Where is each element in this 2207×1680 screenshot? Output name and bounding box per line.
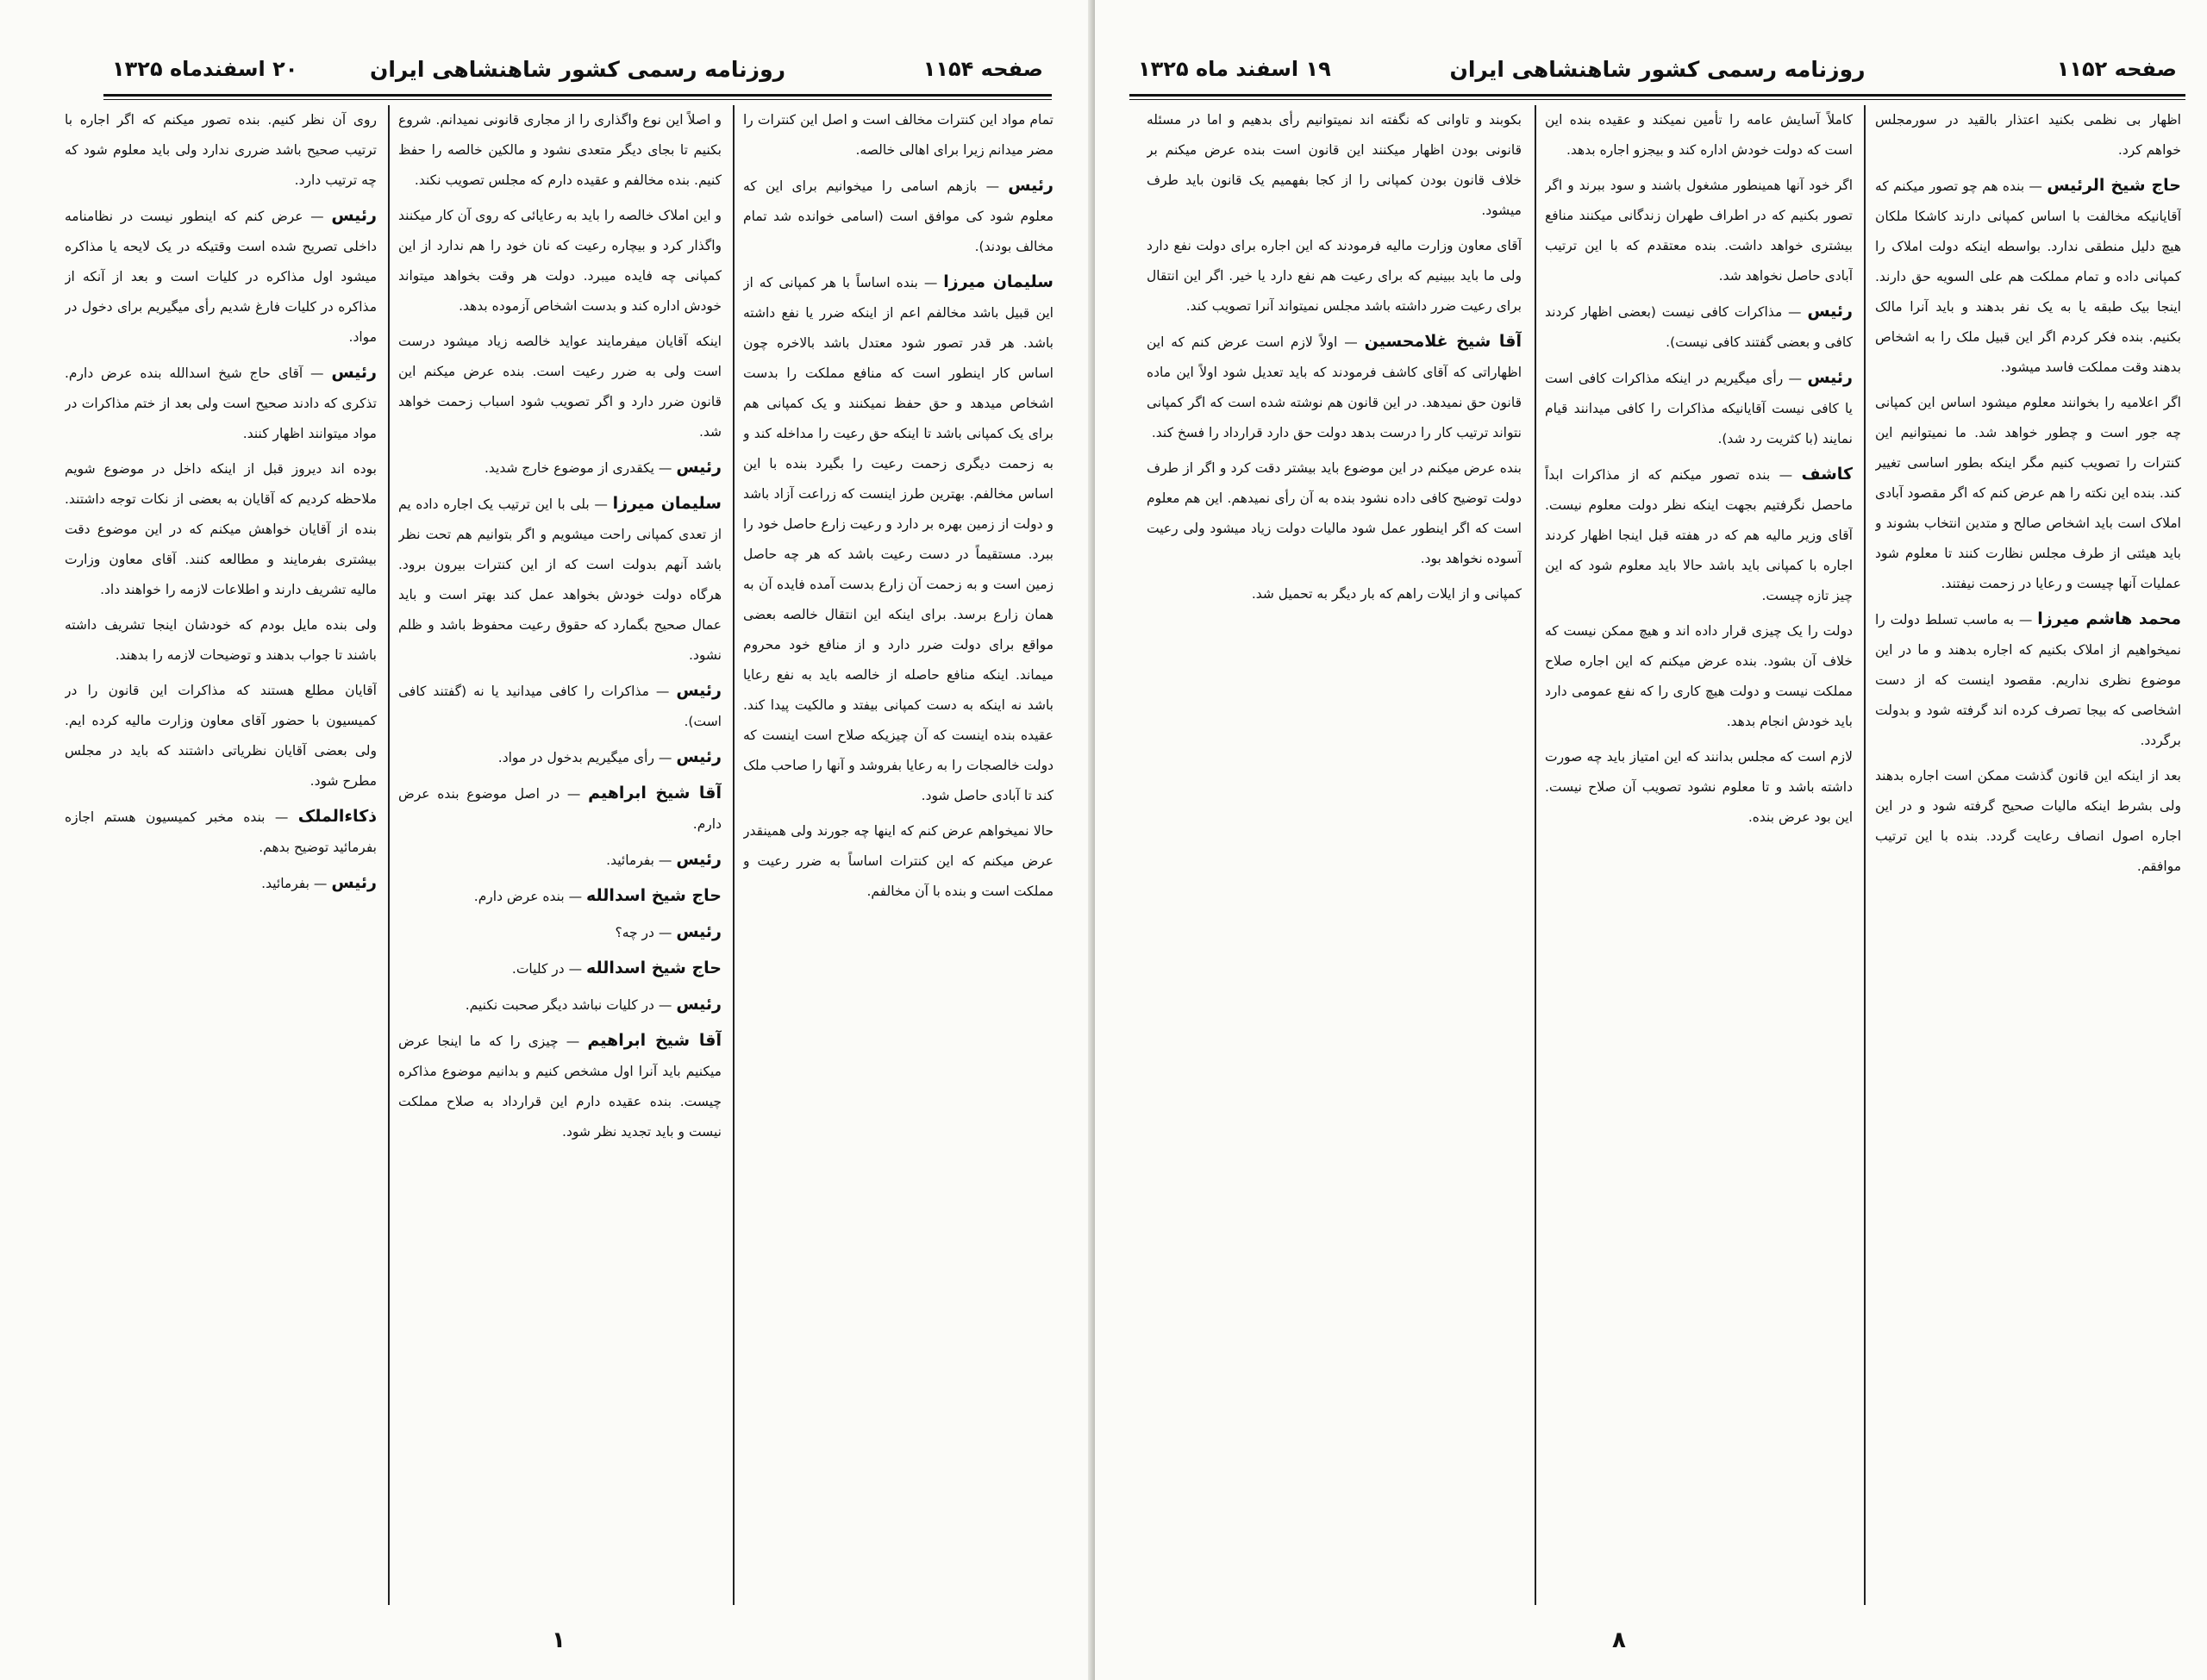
left-column-3 [65,105,377,1605]
article-paragraph [65,868,377,899]
paragraph-text: بنده عرض میکنم در این موضوع باید بیشتر دقت کرد و اگر از طرف دولت توضیح کافی داده نشود بنده به آن رأی نمیدهم. این هم معلوم است که اگر اینطور عمل شود مالیات دولت زیاد میشود ولی رعیت آسوده نخواهد بود. [1147,460,1522,566]
right-page-number: صفحه ۱۱۵۲ [2056,57,2177,81]
paragraph-text: اگر اعلامیه را بخوانند معلوم میشود اساس این کمپانی چه جور است و چطور خواهد شد. ما نمیتوانیم این کنترات را تصویب کنیم مگر اینکه بطور اساسی تغییر کند. بنده این نکته را هم عرض کنم که اگر مقصود آبادی املاک است باید اشخاص صالح و متدین انتخاب بشوند و باید هیئتی از طرف مجلس نظارت کنند تا معلوم شود عملیات آنها چیست و رعایا در زحمت نیفتند. [1875,395,2181,591]
speaker-name: رئیس [676,850,722,869]
right-column-2 [1545,105,1853,1605]
article-paragraph [65,676,377,796]
paragraph-text: — بنده اساساً با هر کمپانی که از این قبیل باشد مخالفم اعم از اینکه ضرر یا نفع داشته باشد. هر قدر تصور شود معتدل باشد بالاخره چون اساس کار اینطور است که منافع مملکت را بدست اشخاص میدهد و حق حفظ نمیکنند و یک کمپانی هم برای یک کمپانی باشد تا اینکه حق رعیت را مداخله کند و به زحمت دیگری زحمت رعیت را بگیرد بنده با این اساس مخالفم. بهترین طرز اینست که زراعت آزاد باشد و دولت از زمین بهره بر دارد و رعیت زارع حاصل خود را ببرد. مستقیماً در دست رعیت باشد که هر چه حاصل زمین است و به زحمت آن زارع بدست آمده فایده آن به همان زارع برسد. برای اینکه این انتقال خالصه بعضی مواقع برای دولت ضرر دارد و از منافع خود محروم میماند. اینکه منافع حاصله از خالصه باید به نفع رعایا باشد نه اینکه به دست کمپانی بیفتد و مالکیت پیدا کند. عقیده بنده اینست که آن چیزیکه صلاح است اینست که دولت خالصجات را به رعایا بفروشد و آنها را صاحب ملک کند تا آبادی حاصل شود. [743,275,1053,803]
right-column-1 [1875,105,2181,1605]
paragraph-text: — رأی میگیریم در اینکه مذاکرات کافی است یا کافی نیست آقایانیکه مذاکرات را کافی میدانند قیام نمایند (با کثریت رد شد). [1545,371,1853,447]
article-paragraph [743,267,1053,811]
left-page-number: صفحه ۱۱۵۴ [922,57,1043,81]
left-page-footer-number: ۱ [552,1627,566,1653]
article-paragraph [743,171,1053,262]
speaker-name: رئیس [1807,368,1853,387]
article-paragraph [1147,327,1522,448]
paragraph-text: — به ماسب تسلط دولت را نمیخواهیم از املاک بکنیم که اجاره بدهند و ما در این موضوع نظری نداریم. مقصود اینست که از دست اشخاصی که بیجا تصرف کرده اند گرفته شود و بدولت برگردد. [1875,612,2181,748]
left-page-masthead: روزنامه رسمی کشور شاهنشاهی ایران [369,57,786,82]
article-paragraph [1875,105,2181,166]
speaker-name: کاشف [1801,465,1853,484]
article-paragraph [1875,388,2181,599]
article-paragraph [398,201,722,322]
left-column-2 [398,105,722,1605]
paragraph-text: — بنده هم چو تصور میکنم که آقایانیکه مخالفت با اساس کمپانی دارند کاشکا ملکان هیچ دلیل منطقی ندارد. بواسطه اینکه دولت املاک را کمپانی داده و تمام مملکت هم علی السویه حق دارند. اینجا بیک طبقه یا به یک نفر بدهند و باید آنرا مالک بکنیم. بنده فکر کردم اگر این قبیل ملک را به اشخاص بدهند وقت مملکت فاسد میشود. [1875,178,2181,375]
paragraph-text: — یکقدری از موضوع خارج شدید. [484,460,672,476]
article-paragraph [1147,231,1522,322]
article-paragraph [65,201,377,353]
article-paragraph [398,105,722,196]
article-paragraph [1545,742,1853,833]
speaker-name: سلیمان میرزا [943,272,1053,291]
paragraph-text: و این املاک خالصه را باید به رعایائی که روی آن کار میکنند واگذار کرد و بیچاره رعیت که نان خود را هم ندارد از این کمپانی چه فایده میبرد. دولت هر وقت بخواهد میتواند خودش اداره کند و بدست اشخاص آزموده بدهد. [398,208,722,314]
right-page-header [1129,50,2185,100]
article-paragraph [398,917,722,948]
speaker-name: رئیس [1008,176,1053,195]
paragraph-text: آقای معاون وزارت مالیه فرمودند که این اجاره برای دولت نفع دارد ولی ما باید ببینیم که برای رعیت هم نفع دارد یا خیر. اگر این انتقال برای رعیت ضرر داشته باشد مجلس نمیتواند آنرا تصویب کند. [1147,238,1522,314]
speaker-name: حاج شیخ اسدالله [586,959,722,977]
article-paragraph [398,327,722,447]
article-paragraph [398,953,722,984]
paragraph-text: — بفرمائید. [606,852,672,868]
right-page-date: ۱۹ اسفند ماه ۱۳۲۵ [1138,57,1331,81]
speaker-name: آقا شیخ ابراهیم [588,784,722,803]
speaker-name: آقا شیخ غلامحسین [1364,332,1522,351]
article-paragraph [65,358,377,449]
left-column-divider [388,105,390,1605]
speaker-name: رئیس [331,206,377,225]
right-column-divider [1864,105,1866,1605]
left-page-header [103,50,1052,100]
speaker-name: رئیس [331,363,377,382]
right-header-rule [1129,94,2185,100]
paragraph-text: ولی بنده مایل بودم که خودشان اینجا تشریف داشته باشند تا جواب بدهند و توضیحات لازمه را بدهند. [65,617,377,663]
paragraph-text: حالا نمیخواهم عرض کنم که اینها چه جورند ولی همینقدر عرض میکنم که این کنترات اساساً به ضرر رعیت و مملکت است و بنده با آن مخالفم. [743,823,1053,899]
article-paragraph [65,802,377,863]
article-paragraph [65,105,377,196]
paragraph-text: — در کلیات. [511,961,583,977]
paragraph-text: دولت را یک چیزی قرار داده اند و هیچ ممکن نیست که خلاف آن بشود. بنده عرض میکنم که این اجاره صلاح مملکت نیست و دولت هیچ کاری را که نفع عمومی دارد باید خودش انجام بدهد. [1545,623,1853,729]
paragraph-text: — مذاکرات کافی نیست (بعضی اظهار کردند کافی و بعضی گفتند کافی نیست). [1545,304,1853,350]
paragraph-text: — بلی با این ترتیب یک اجاره داده یم از تعدی کمپانی راحت میشویم و اگر بتوانیم هم تحت نظر باشد آنهم بدولت است که از این کنترات بیرون برود. هرگاه دولت خودش بخواهد عمل کند بهتر است و باید عمال صحیح بگمارد که حقوق رعیت محفوظ باشد و ظلم نشود. [398,497,722,663]
paragraph-text: — بنده عرض دارم. [473,889,583,904]
speaker-name: رئیس [676,995,722,1014]
speaker-name: حاج شیخ اسدالله [586,886,722,905]
paragraph-text: بعد از اینکه این قانون گذشت ممکن است اجاره بدهند ولی بشرط اینکه مالیات صحیح گرفته شود و در این اجاره اصول انصاف رعایت گردد. بنده با این ترتیب موافقم. [1875,768,2181,874]
paragraph-text: روی آن نظر کنیم. بنده تصور میکنم که اگر اجاره با ترتیب صحیح باشد ضرری ندارد ولی باید معلوم شود که چه ترتیب دارد. [65,112,377,188]
paragraph-text: — اولاً لازم است عرض کنم که این اظهاراتی که آقای کاشف فرمودند که باید تعدیل شود اولاً این ماده قانون حق نمیدهد. در این قانون هم نوشته شده است که اگر کمپانی نتواند ترتیب کار را درست بدهد دولت حق دارد قرارداد را فسخ کند. [1147,334,1522,440]
article-paragraph [398,990,722,1021]
paragraph-text: اظهار بی نظمی بکنید اعتذار بالقید در سورمجلس خواهم کرد. [1875,112,2181,158]
paragraph-text: بوده اند دیروز قبل از اینکه داخل در موضوع شویم ملاحظه کردیم که آقایان به بعضی از نکات توجه داشتند. بنده از آقایان خواهش میکنم که در این موضوع دقت بیشتری بفرمایند و مطالعه کنند. آقای معاون وزارت مالیه تشریف دارند و اطلاعات لازمه را خواهند داد. [65,461,377,597]
paragraph-text: آقایان مطلع هستند که مذاکرات این قانون را در کمیسیون با حضور آقای معاون وزارت مالیه کرده ایم. ولی بعضی آقایان نظریاتی داشتند که باید در مجلس مطرح شود. [65,683,377,789]
paragraph-text: — چیزی را که ما اینجا عرض میکنیم باید آنرا اول مشخص کنیم و بدانیم موضوع مذاکره چیست. بنده عقیده دارم این قرارداد به صلاح مملکت نیست و باید تجدید نظر شود. [398,1034,722,1140]
paragraph-text: اگر خود آنها همینطور مشغول باشند و سود ببرند و اگر تصور بکنیم که در اطراف طهران زندگانی میکنند منافع بیشتری خواهد داشت. بنده معتقدم که با این ترتیب آبادی حاصل نخواهد شد. [1545,178,1853,284]
article-paragraph [743,816,1053,907]
right-page-masthead: روزنامه رسمی کشور شاهنشاهی ایران [1449,57,1866,82]
article-paragraph [1545,363,1853,454]
article-paragraph [1875,171,2181,383]
paragraph-text: کاملاً آسایش عامه را تأمین نمیکند و عقیده بنده این است که دولت خودش اداره کند و بیجزو اجاره بدهد. [1545,112,1853,158]
paragraph-text: — بفرمائید. [261,876,328,891]
article-paragraph [398,1026,722,1147]
article-paragraph [1147,105,1522,226]
paragraph-text: و اصلاً این نوع واگذاری را از مجاری قانونی نمیدانم. شروع بکنیم تا بجای دیگر متعدی نشود و مالکین خالصه را حفظ کنیم. بنده مخالفم و عقیده دارم که مجلس تصویب نکند. [398,112,722,188]
article-paragraph [1545,171,1853,291]
paragraph-text: — بازهم اسامی را میخوانیم برای این که معلوم شود کی موافق است (اسامی خوانده شد تمام مخالف بودند). [743,178,1053,254]
article-paragraph [398,778,722,840]
speaker-name: رئیس [676,922,722,941]
speaker-name: محمد هاشم میرزا [2037,609,2181,628]
article-paragraph [398,676,722,737]
article-paragraph [1875,761,2181,882]
paragraph-text: کمپانی و از ایلات راهم که بار دیگر به تحمیل شد. [1251,586,1522,602]
right-page [1095,0,2207,1680]
right-column-divider [1535,105,1536,1605]
speaker-name: آقا شیخ ابراهیم [587,1031,722,1050]
article-paragraph [398,742,722,773]
speaker-name: رئیس [676,747,722,766]
speaker-name: ذکاءالملک [297,807,377,826]
left-header-rule [103,94,1052,100]
article-paragraph [743,105,1053,166]
left-page-date: ۲۰ اسفندماه ۱۳۲۵ [112,57,298,81]
speaker-name: حاج شیخ الرئیس [2047,176,2181,195]
article-paragraph [1545,616,1853,737]
left-page [0,0,1095,1680]
paragraph-text: — مذاکرات را کافی میدانید یا نه (گفتند کافی است). [398,684,722,729]
paragraph-text: — در چه؟ [615,925,672,940]
speaker-name: رئیس [1807,302,1853,321]
left-column-1 [743,105,1053,1605]
paragraph-text: تمام مواد این کنترات مخالف است و اصل این کنترات را مضر میدانم زیرا برای اهالی خالصه. [743,112,1053,158]
paragraph-text: — رأی میگیریم بدخول در مواد. [497,750,672,765]
speaker-name: رئیس [331,873,377,892]
article-paragraph [1147,453,1522,574]
speaker-name: رئیس [676,681,722,700]
article-paragraph [65,610,377,671]
article-paragraph [398,845,722,876]
paragraph-text: — عرض کنم که اینطور نیست در نظامنامه داخلی تصریح شده است وقتیکه در یک لایحه یا مذاکره میشود اول مذاکره در کلیات است و بعد از آنکه از مذاکره در کلیات فارغ شدیم رأی میگیریم برای دخول در مواد. [65,209,377,345]
speaker-name: رئیس [676,458,722,477]
left-column-divider [733,105,735,1605]
article-paragraph [398,453,722,484]
right-column-3 [1147,105,1522,1605]
article-paragraph [1147,579,1522,609]
article-paragraph [1545,459,1853,611]
article-paragraph [398,881,722,912]
paragraph-text: — آقای حاج شیخ اسدالله بنده عرض دارم. تذکری که دادند صحیح است ولی بعد از ختم مذاکرات در مواد میتوانند اظهار کنند. [65,365,377,441]
article-paragraph [1545,105,1853,166]
paragraph-text: — بنده تصور میکنم که از مذاکرات ابداً ماحصل نگرفتیم بجهت اینکه نظر دولت معلوم نیست. آقای وزیر مالیه هم که در هفته قبل اینجا اظهار کردند اجاره با کمپانی باید باشد حالا باید معلوم شود که این چیز تازه چیست. [1545,467,1853,603]
paragraph-text: — بنده مخبر کمیسیون هستم اجازه بفرمائید توضیح بدهم. [65,809,377,855]
speaker-name: سلیمان میرزا [612,494,722,513]
paragraph-text: اینکه آقایان میفرمایند عواید خالصه زیاد میشود درست است ولی به ضرر رعیت است. بنده عرض میکنم این قانون ضرر دارد و اگر تصویب شود اسباب زحمت خواهد شد. [398,334,722,440]
article-paragraph [398,489,722,671]
paragraph-text: لازم است که مجلس بدانند که این امتیاز باید چه صورت داشته باشد و تا معلوم نشود تصویب آن صلاح نیست. این بود عرض بنده. [1545,749,1853,825]
paragraph-text: بکوبند و تاوانی که نگفته اند نمیتوانیم رأی بدهیم و اما در مسئله قانونی بودن اظهار میکنند این قانون است بنده عرض میکنم بر خلاف قانون بودن کمپانی را از کجا بفهمیم یک قانون باید طرف میشود. [1147,112,1522,218]
paragraph-text: — در کلیات نباشد دیگر صحبت نکنیم. [465,997,672,1013]
paragraph-text: — در اصل موضوع بنده عرض دارم. [398,786,722,832]
article-paragraph [1875,604,2181,756]
article-paragraph [65,454,377,605]
right-page-footer-number: ۸ [1612,1627,1626,1653]
article-paragraph [1545,297,1853,358]
